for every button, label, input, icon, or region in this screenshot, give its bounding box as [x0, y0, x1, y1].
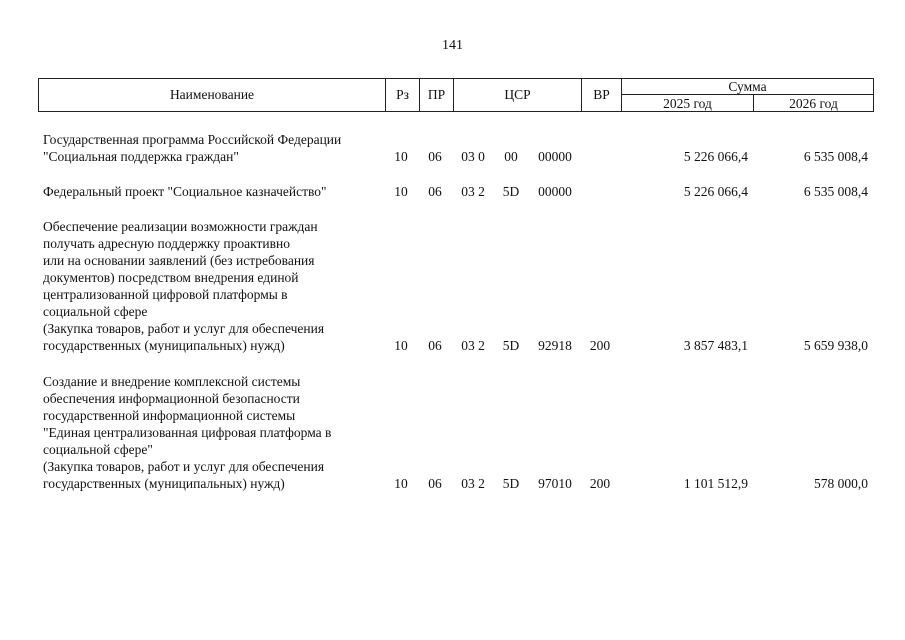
- header-summa: Сумма: [621, 79, 873, 95]
- table-header: [38, 78, 874, 112]
- header-csr: ЦСР: [453, 79, 581, 111]
- header-vr: ВР: [581, 79, 621, 111]
- row-sum-2026: 5 659 938,0: [803, 338, 868, 353]
- row-rz: 10: [394, 476, 408, 491]
- row-csr-direction: 92918: [538, 338, 572, 353]
- row-csr-program: 03 2: [461, 476, 485, 491]
- header-pr: ПР: [419, 79, 453, 111]
- row-csr-project: 5D: [502, 184, 520, 199]
- row-vr: 200: [589, 476, 611, 491]
- row-sum-2025: 1 101 512,9: [683, 476, 748, 491]
- row-name: Государственная программа Российской Федерации "Социальная поддержка граждан": [43, 132, 342, 164]
- row-rz: 10: [394, 149, 408, 164]
- row-sum-2025: 3 857 483,1: [683, 338, 748, 353]
- row-sum-2025: 5 226 066,4: [683, 184, 748, 199]
- row-vr: 200: [589, 338, 611, 353]
- row-pr: 06: [428, 184, 442, 199]
- row-name: Обеспечение реализации возможности граждан получать адресную поддержку проактивно или на основании заявлений (без истребования документов) посредством внедрения единой централизованной цифровой платформы в социальной сфере (Закупка товаров, работ и услуг для обеспечения государственных (муниципальных) нужд): [43, 219, 325, 353]
- row-csr-project: 5D: [502, 476, 520, 491]
- row-name: Создание и внедрение комплексной системы обеспечения информационной безопасности государственной информационной системы "Единая централизованная цифровая платформа в социальной сфере" (Закупка товаров, работ и услуг для обеспечения государственных (муниципальных) нужд): [43, 374, 332, 491]
- row-csr-program: 03 0: [461, 149, 485, 164]
- row-sum-2026: 6 535 008,4: [803, 149, 868, 164]
- row-csr-direction: 00000: [538, 184, 572, 199]
- row-csr-project: 00: [504, 149, 518, 164]
- row-rz: 10: [394, 184, 408, 199]
- row-name: Федеральный проект "Социальное казначейство": [43, 184, 327, 199]
- row-sum-2026: 578 000,0: [814, 476, 868, 491]
- page-number: 141: [442, 38, 463, 53]
- row-csr-program: 03 2: [461, 184, 485, 199]
- row-csr-direction: 00000: [538, 149, 572, 164]
- row-pr: 06: [428, 476, 442, 491]
- row-csr-project: 5D: [502, 338, 520, 353]
- row-csr-program: 03 2: [461, 338, 485, 353]
- row-rz: 10: [394, 338, 408, 353]
- header-name: Наименование: [169, 87, 255, 102]
- row-sum-2026: 6 535 008,4: [803, 184, 868, 199]
- row-pr: 06: [428, 338, 442, 353]
- row-sum-2025: 5 226 066,4: [683, 149, 748, 164]
- header-rz: Рз: [385, 79, 419, 111]
- row-csr-direction: 97010: [538, 476, 572, 491]
- row-pr: 06: [428, 149, 442, 164]
- header-year-2026: 2026 год: [753, 95, 873, 112]
- header-year-2025: 2025 год: [621, 95, 753, 112]
